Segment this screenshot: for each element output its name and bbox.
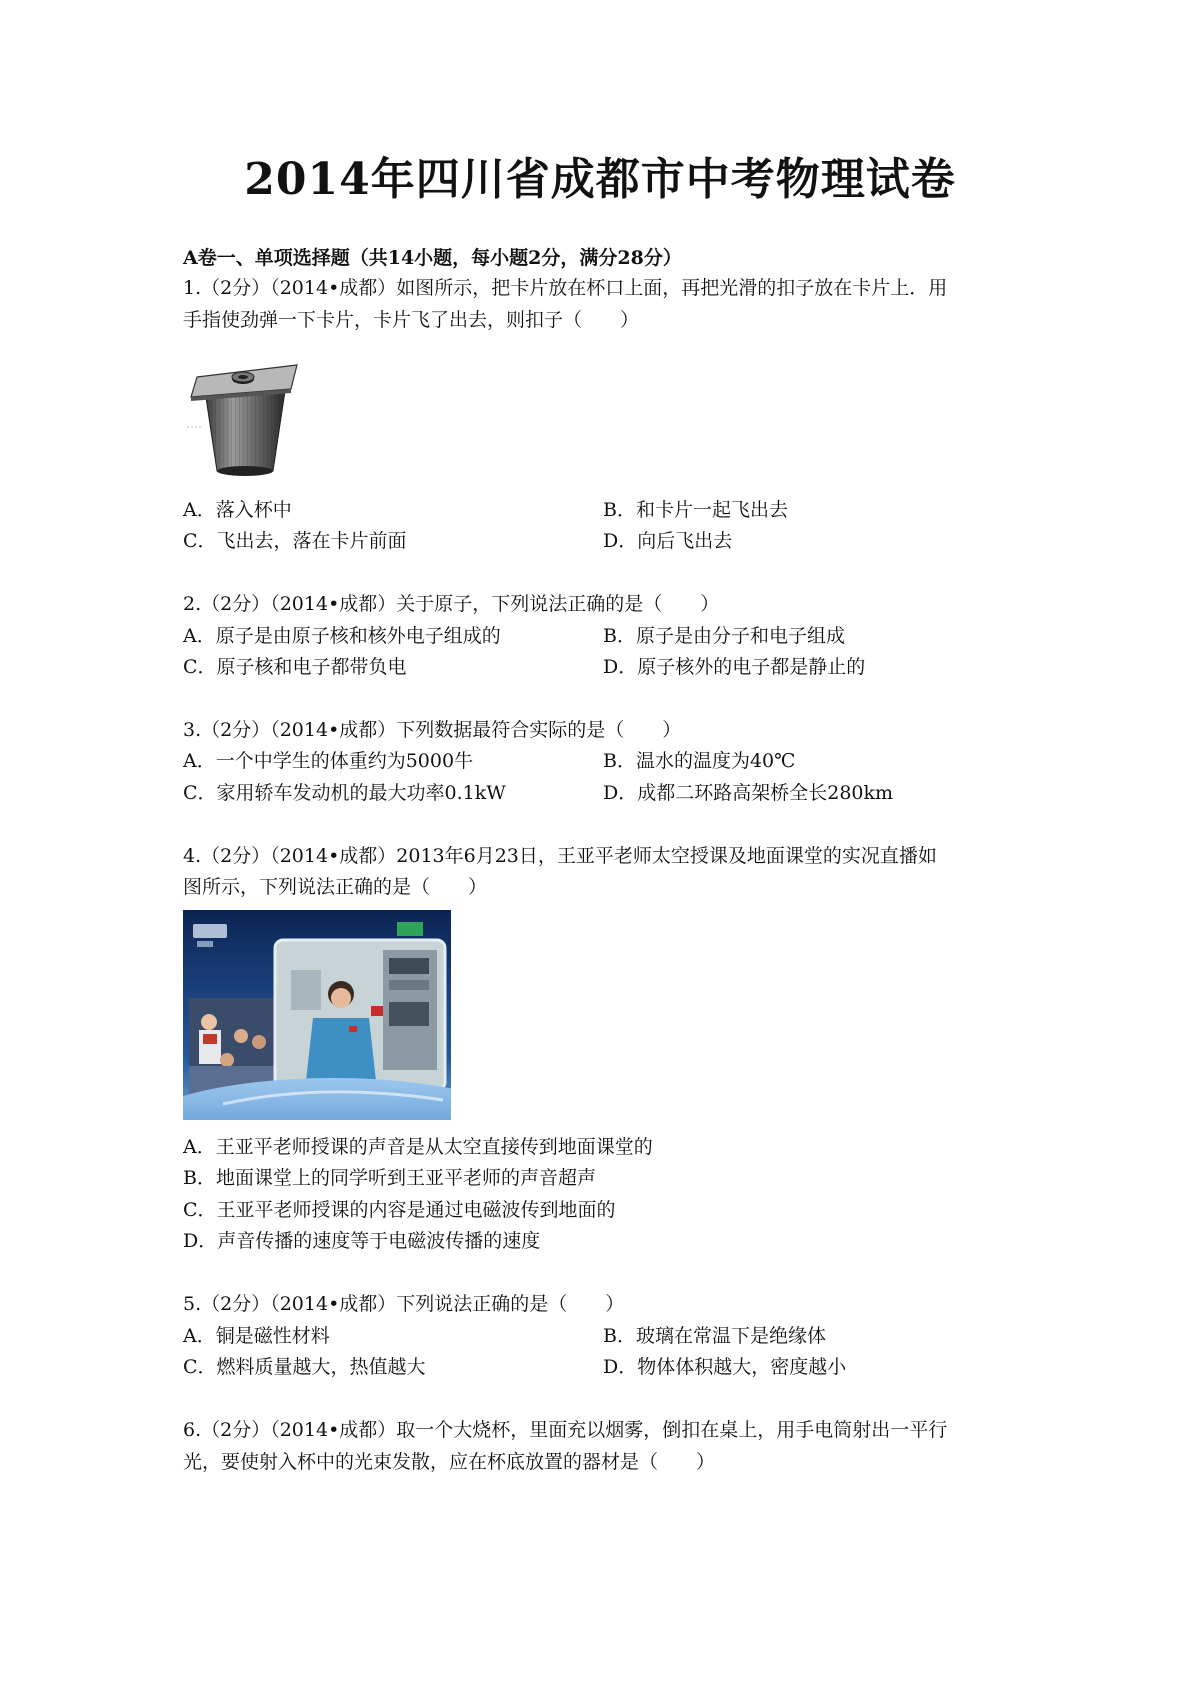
question-6-line-1: 6.（2分）（2014•成都）取一个大烧杯，里面充以烟雾，倒扣在桌上，用手电筒射出一平行 — [183, 1419, 948, 1441]
question-3-option-c: C．家用轿车发动机的最大功率0.1kW — [183, 782, 506, 804]
section-heading: A卷一、单项选择题（共14小题，每小题2分，满分28分） — [183, 247, 682, 269]
question-2-option-b: B．原子是由分子和电子组成 — [603, 625, 845, 647]
question-2-option-c: C．原子核和电子都带负电 — [183, 656, 407, 678]
question-5-option-b: B．玻璃在常温下是绝缘体 — [603, 1325, 826, 1347]
question-4-line-1: 4.（2分）（2014•成都）2013年6月23日，王亚平老师太空授课及地面课堂的实况直播如 — [183, 845, 937, 867]
question-3-option-a: A．一个中学生的体重约为5000牛 — [183, 750, 474, 772]
question-5-option-a: A．铜是磁性材料 — [183, 1325, 330, 1347]
question-6-line-2: 光，要使射入杯中的光束发散，应在杯底放置的器材是（ ） — [183, 1451, 716, 1473]
cup-and-card-figure — [187, 355, 313, 481]
question-4-line-2: 图所示，下列说法正确的是（ ） — [183, 876, 488, 898]
question-3-option-b: B．温水的温度为40℃ — [603, 750, 796, 772]
question-1-line-2: 手指使劲弹一下卡片，卡片飞了出去，则扣子（ ） — [183, 309, 640, 331]
question-4-option-a: A．王亚平老师授课的声音是从太空直接传到地面课堂的 — [183, 1136, 653, 1158]
question-1-option-b: B．和卡片一起飞出去 — [603, 499, 788, 521]
question-2-option-d: D．原子核外的电子都是静止的 — [603, 656, 866, 678]
question-2-line-1: 2.（2分）（2014•成都）关于原子，下列说法正确的是（ ） — [183, 593, 720, 615]
question-3-line-1: 3.（2分）（2014•成都）下列数据最符合实际的是（ ） — [183, 719, 682, 741]
question-1-option-a: A．落入杯中 — [183, 499, 292, 521]
question-1-line-1: 1.（2分）（2014•成都）如图所示，把卡片放在杯口上面，再把光滑的扣子放在卡片上．用 — [183, 277, 948, 299]
question-1-option-c: C．飞出去，落在卡片前面 — [183, 530, 407, 552]
broadcast-photo-figure — [183, 910, 451, 1120]
question-3-option-d: D．成都二环路高架桥全长280km — [603, 782, 894, 804]
question-5-option-c: C．燃料质量越大，热值越大 — [183, 1356, 426, 1378]
question-5-option-d: D．物体体积越大，密度越小 — [603, 1356, 847, 1378]
question-5-line-1: 5.（2分）（2014•成都）下列说法正确的是（ ） — [183, 1293, 625, 1315]
question-2-option-a: A．原子是由原子核和核外电子组成的 — [183, 625, 501, 647]
question-1-option-d: D．向后飞出去 — [603, 530, 733, 552]
question-4-option-c: C．王亚平老师授课的内容是通过电磁波传到地面的 — [183, 1199, 616, 1221]
question-4-option-d: D．声音传播的速度等于电磁波传播的速度 — [183, 1230, 541, 1252]
question-4-option-b: B．地面课堂上的同学听到王亚平老师的声音超声 — [183, 1167, 596, 1189]
page-title: 2014年四川省成都市中考物理试卷 — [244, 154, 956, 205]
